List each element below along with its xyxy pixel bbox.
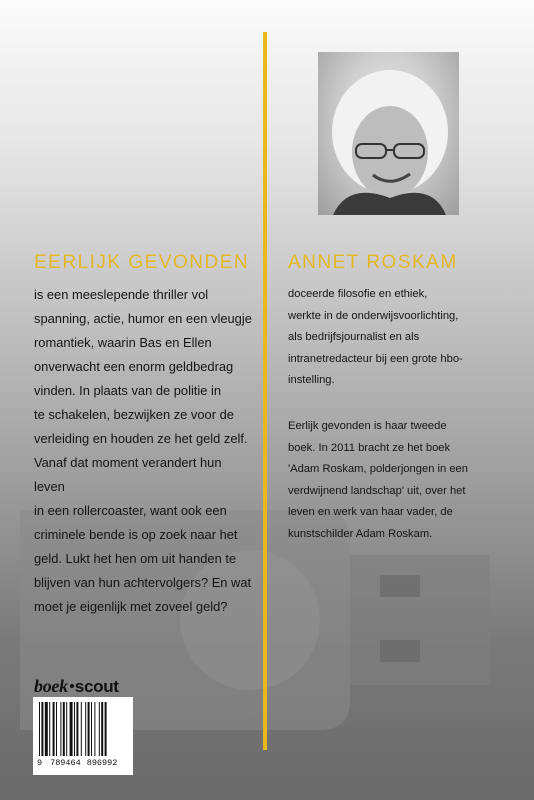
center-divider — [263, 32, 267, 750]
blurb-line: vinden. In plaats van de politie in — [34, 383, 222, 398]
bio-line: boek. In 2011 bracht ze het boek — [288, 441, 451, 454]
blurb-line: verleiding en houden ze het geld zelf. — [34, 431, 248, 446]
book-blurb — [34, 283, 252, 619]
barcode-digit-group: 789464 — [50, 758, 81, 768]
isbn-barcode — [33, 697, 133, 775]
publisher-logo — [34, 676, 119, 697]
publisher-logo-part1: boek — [34, 676, 68, 696]
bio-line: werkte in de onderwijsvoorlichting, — [288, 309, 459, 322]
bio-line: intranetredacteur bij een grote hbo- — [288, 352, 463, 365]
blurb-line: romantiek, waarin Bas en Ellen — [34, 335, 212, 350]
bio-line: doceerde filosofie en ethiek, — [288, 288, 428, 300]
bio-line: instelling. — [288, 374, 335, 386]
publisher-logo-part2: scout — [74, 677, 119, 696]
blurb-line: Vanaf dat moment verandert hun leven — [34, 455, 222, 494]
book-title-heading: EERLIJK GEVONDEN — [34, 252, 250, 273]
bio-line: Eerlijk gevonden is haar tweede — [288, 420, 447, 432]
author-name-heading: ANNET ROSKAM — [288, 252, 458, 273]
blurb-line: criminele bende is op zoek naar het — [34, 527, 238, 542]
barcode-digit-group: 9 — [37, 758, 43, 768]
bio-line: verdwijnend landschap' uit, over het — [288, 484, 466, 497]
blurb-line: blijven van hun achtervolgers? En wat — [34, 575, 252, 590]
author-bio-paragraph — [288, 284, 508, 392]
bio-line: als bedrijfsjournalist en als — [288, 331, 420, 343]
barcode-bars — [39, 702, 127, 756]
bio-line: 'Adam Roskam, polderjongen in een — [288, 463, 468, 475]
blurb-line: geld. Lukt het hen om uit handen te — [34, 551, 237, 566]
author-photo — [318, 52, 459, 215]
bio-line: leven en werk van haar vader, de — [288, 506, 453, 518]
barcode-number — [37, 758, 129, 768]
blurb-line: onverwacht een enorm geldbedrag — [34, 359, 234, 374]
blurb-line: moet je eigenlijk met zoveel geld? — [34, 599, 228, 614]
barcode-digit-group: 896992 — [86, 758, 118, 768]
blurb-line: te schakelen, bezwijken ze voor de — [34, 407, 234, 422]
bio-line: kunstschilder Adam Roskam. — [288, 527, 433, 540]
blurb-line: spanning, actie, humor en een vleugje — [34, 311, 252, 326]
blurb-line: is een meeslepende thriller vol — [34, 287, 209, 302]
author-bio-paragraph-2 — [288, 416, 508, 545]
logo-dot — [70, 684, 74, 688]
blurb-line: in een rollercoaster, want ook een — [34, 503, 227, 518]
